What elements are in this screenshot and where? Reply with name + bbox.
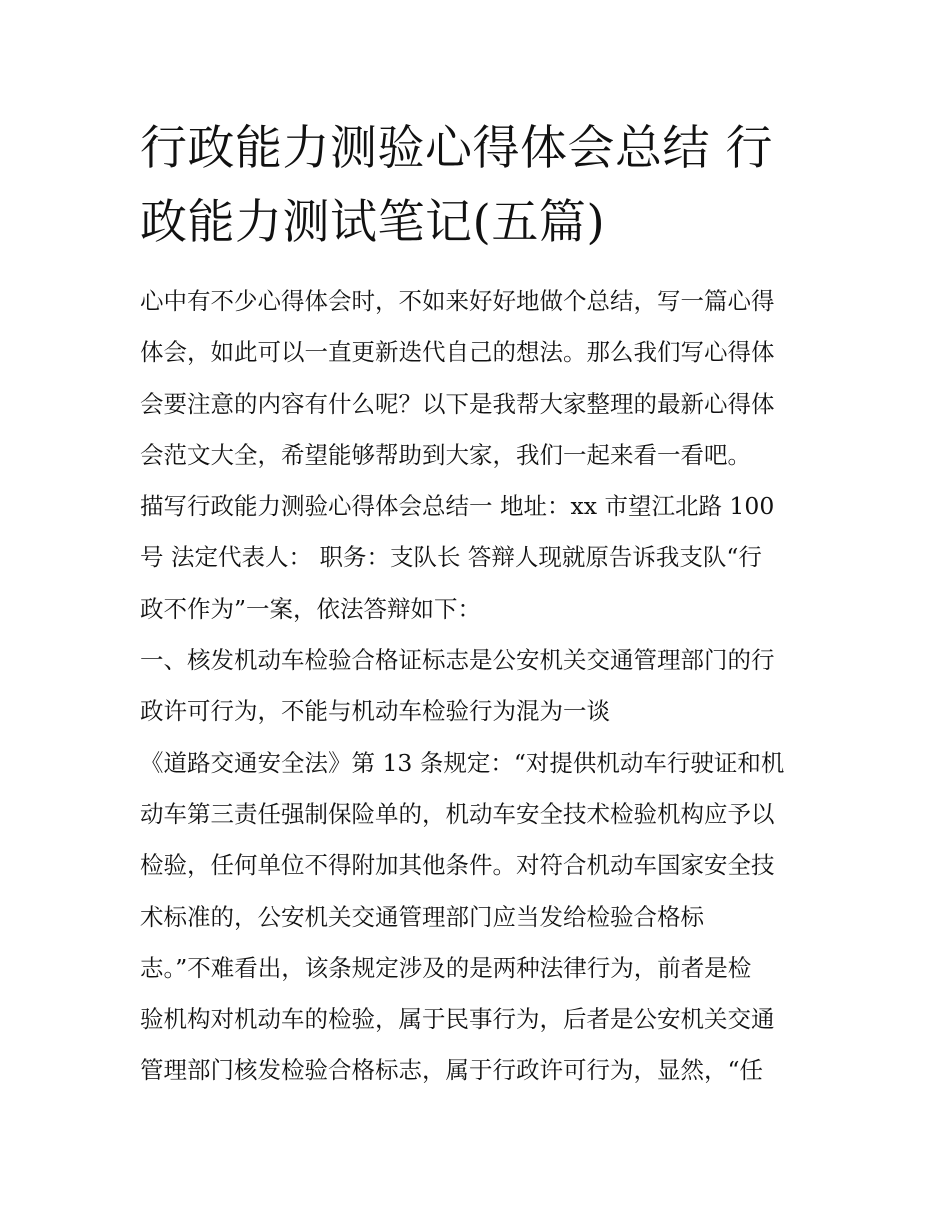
title-line-1: 行政能力测验心得体会总结 行: [140, 121, 773, 176]
body-line-10: 《道路交通安全法》第 13 条规定：“对提供机动车行驶证和机: [140, 748, 785, 777]
title-line-2: 政能力测试笔记(五篇): [140, 195, 606, 250]
body-line-4: 会范文大全，希望能够帮助到大家，我们一起来看一看吧。: [140, 440, 751, 469]
body-line-16: 管理部门核发检验合格标志，属于行政许可行为，显然，“任: [140, 1056, 764, 1085]
body-line-7: 政不作为”一案，依法答辩如下：: [140, 594, 482, 623]
body-line-13: 术标准的，公安机关交通管理部门应当发给检验合格标: [140, 902, 704, 931]
body-line-8: 一、核发机动车检验合格证标志是公安机关交通管理部门的行: [140, 646, 775, 675]
body-line-15: 验机构对机动车的检验，属于民事行为，后者是公安机关交通: [140, 1005, 775, 1034]
body-line-3: 会要注意的内容有什么呢？以下是我帮大家整理的最新心得体: [140, 389, 775, 418]
document-title: [140, 112, 820, 260]
body-line-1: 心中有不少心得体会时，不如来好好地做个总结，写一篇心得: [140, 287, 775, 315]
body-line-11: 动车第三责任强制保险单的，机动车安全技术检验机构应予以: [140, 799, 775, 828]
body-line-12: 检验，任何单位不得附加其他条件。对符合机动车国家安全技: [140, 851, 775, 880]
body-line-5: 描写行政能力测验心得体会总结一 地址：xx 市望江北路 100: [140, 492, 775, 521]
body-line-6: 号 法定代表人： 职务：支队长 答辩人现就原告诉我支队“行: [140, 543, 762, 572]
body-line-14: 志。”不难看出，该条规定涉及的是两种法律行为，前者是检: [140, 953, 752, 982]
body-line-2: 体会，如此可以一直更新迭代自己的想法。那么我们写心得体: [140, 338, 775, 367]
body-line-9: 政许可行为，不能与机动车检验行为混为一谈: [140, 697, 610, 726]
document-body: [140, 276, 814, 1097]
